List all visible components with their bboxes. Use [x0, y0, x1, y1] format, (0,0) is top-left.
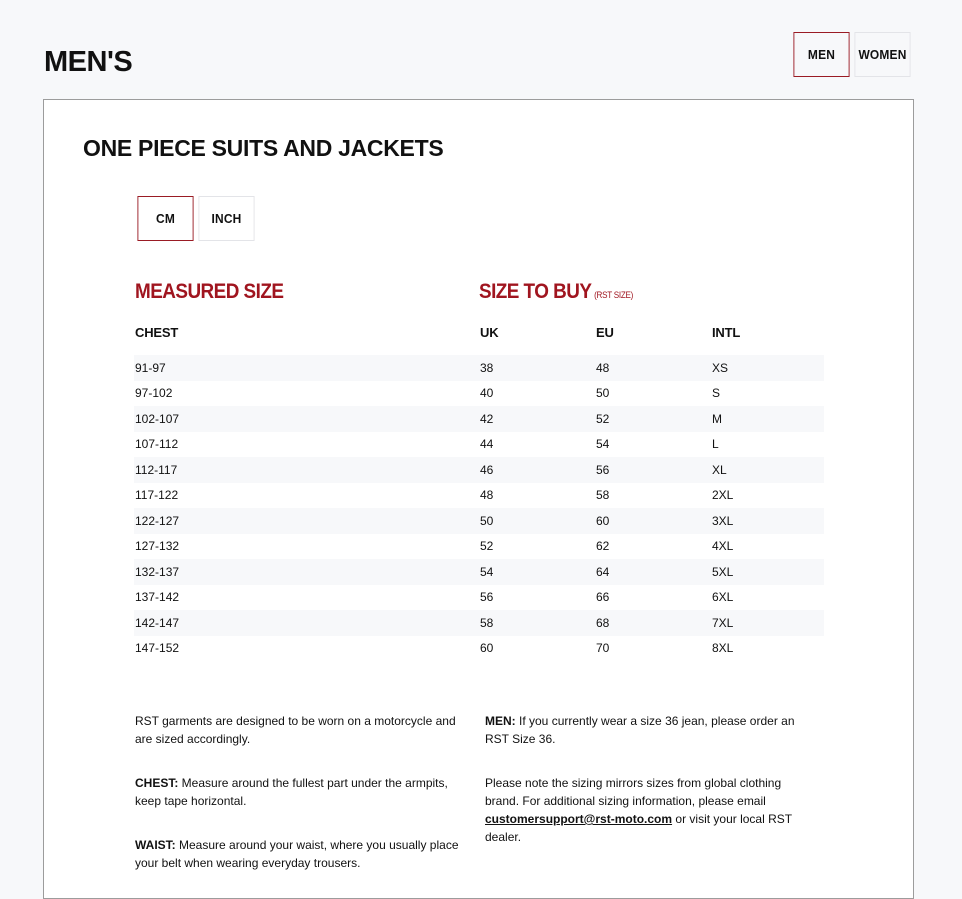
table-row: [134, 381, 824, 407]
cell-uk: 44: [480, 437, 494, 452]
column-header-eu: EU: [596, 325, 614, 340]
cell-eu: 50: [596, 386, 610, 401]
cell-chest: 91-97: [134, 355, 479, 381]
cell-chest: 112-117: [134, 457, 479, 483]
cell-chest: 127-132: [135, 539, 180, 554]
men-button[interactable]: MEN: [793, 32, 849, 77]
sizing-note: [485, 774, 815, 846]
rst-size-note: (RST SIZE): [594, 290, 634, 300]
cell-uk: 40: [480, 386, 494, 401]
cell-chest: 107-112: [135, 437, 179, 452]
cell-eu: 68: [595, 610, 711, 636]
size-chart-card: [43, 99, 914, 899]
sizing-note-text: Please note the sizing mirrors sizes from global clothing brand. For additional sizing information, please email: [485, 776, 782, 808]
table-row: [134, 508, 824, 534]
sizing-note-end: or visit your local RST dealer.: [485, 812, 792, 844]
cell-eu: 54: [596, 437, 610, 452]
cell-uk: 48: [480, 488, 494, 503]
waist-note: [135, 836, 475, 872]
section-title: ONE PIECE SUITS AND JACKETS: [83, 135, 444, 161]
measured-size-label: MEASURED SIZE: [135, 280, 284, 303]
notes-right: [485, 712, 815, 872]
intro-note: RST garments are designed to be worn on a motorcycle and are sized accordingly.: [135, 714, 456, 746]
cell-chest: 132-137: [134, 559, 479, 585]
cell-intl: 8XL: [712, 641, 734, 656]
cell-uk: 42: [479, 406, 595, 432]
cell-chest: 102-107: [134, 406, 479, 432]
men-note-text: If you currently wear a size 36 jean, please order an RST Size 36.: [485, 714, 795, 746]
support-email-link[interactable]: customersupport@rst-moto.com: [485, 812, 673, 826]
table-body: [134, 355, 824, 661]
table-row: [134, 406, 824, 432]
cell-uk: 60: [480, 641, 494, 656]
cell-uk: 50: [479, 508, 595, 534]
size-to-buy-heading: [479, 280, 633, 304]
chest-note-label: CHEST:: [135, 776, 179, 790]
cell-uk: 54: [479, 559, 595, 585]
chest-note-text: Measure around the fullest part under the armpits, keep tape horizontal.: [135, 776, 448, 808]
cell-uk: 52: [480, 539, 494, 554]
cell-intl: 4XL: [712, 539, 734, 554]
cell-eu: 58: [596, 488, 610, 503]
cell-intl: 5XL: [711, 559, 824, 585]
column-header-intl: INTL: [712, 325, 741, 340]
cell-chest: 97-102: [135, 386, 173, 401]
cell-intl: XL: [711, 457, 824, 483]
cell-chest: 122-127: [134, 508, 479, 534]
cell-uk: 46: [479, 457, 595, 483]
page-title: MEN'S: [44, 46, 133, 78]
cell-intl: 3XL: [711, 508, 824, 534]
cell-chest: 117-122: [135, 488, 179, 503]
cell-eu: 66: [596, 590, 610, 605]
cell-chest: 137-142: [135, 590, 180, 605]
cell-eu: 60: [595, 508, 711, 534]
cell-eu: 64: [595, 559, 711, 585]
cell-chest: 142-147: [134, 610, 479, 636]
size-to-buy-label: SIZE TO BUY: [479, 280, 592, 303]
cell-chest: 147-152: [135, 641, 180, 656]
inch-button[interactable]: INCH: [198, 196, 254, 241]
cell-intl: 2XL: [712, 488, 734, 503]
table-row: [134, 355, 824, 381]
table-row: [134, 432, 824, 458]
unit-toggle: [135, 196, 257, 241]
table-row: [134, 559, 824, 585]
men-note: [485, 712, 815, 748]
women-button[interactable]: WOMEN: [854, 32, 910, 77]
waist-note-label: WAIST:: [135, 838, 176, 852]
chest-note: [135, 774, 475, 810]
column-header-chest: CHEST: [135, 325, 179, 340]
cell-intl: L: [712, 437, 719, 452]
cell-eu: 52: [595, 406, 711, 432]
cell-intl: XS: [711, 355, 824, 381]
table-row: [134, 457, 824, 483]
cell-intl: 7XL: [711, 610, 824, 636]
cell-eu: 70: [596, 641, 610, 656]
table-row: [134, 636, 824, 662]
table-row: [134, 585, 824, 611]
cell-intl: 6XL: [712, 590, 734, 605]
cell-uk: 56: [480, 590, 494, 605]
notes-left: [135, 712, 475, 898]
cell-uk: 58: [479, 610, 595, 636]
table-header-row: [134, 325, 824, 355]
cm-button[interactable]: CM: [137, 196, 193, 241]
column-header-uk: UK: [480, 325, 499, 340]
cell-eu: 56: [595, 457, 711, 483]
cell-uk: 38: [479, 355, 595, 381]
table-row: [134, 534, 824, 560]
waist-note-text: Measure around your waist, where you usually place your belt when wearing everyday trousers.: [135, 838, 459, 870]
gender-toggle: [791, 32, 913, 77]
men-note-label: MEN:: [485, 714, 516, 728]
cell-intl: S: [712, 386, 721, 401]
cell-eu: 48: [595, 355, 711, 381]
cell-intl: M: [711, 406, 824, 432]
cell-eu: 62: [596, 539, 610, 554]
table-row: [134, 483, 824, 509]
size-table: [134, 325, 824, 661]
table-row: [134, 610, 824, 636]
measured-size-heading: [135, 280, 283, 304]
